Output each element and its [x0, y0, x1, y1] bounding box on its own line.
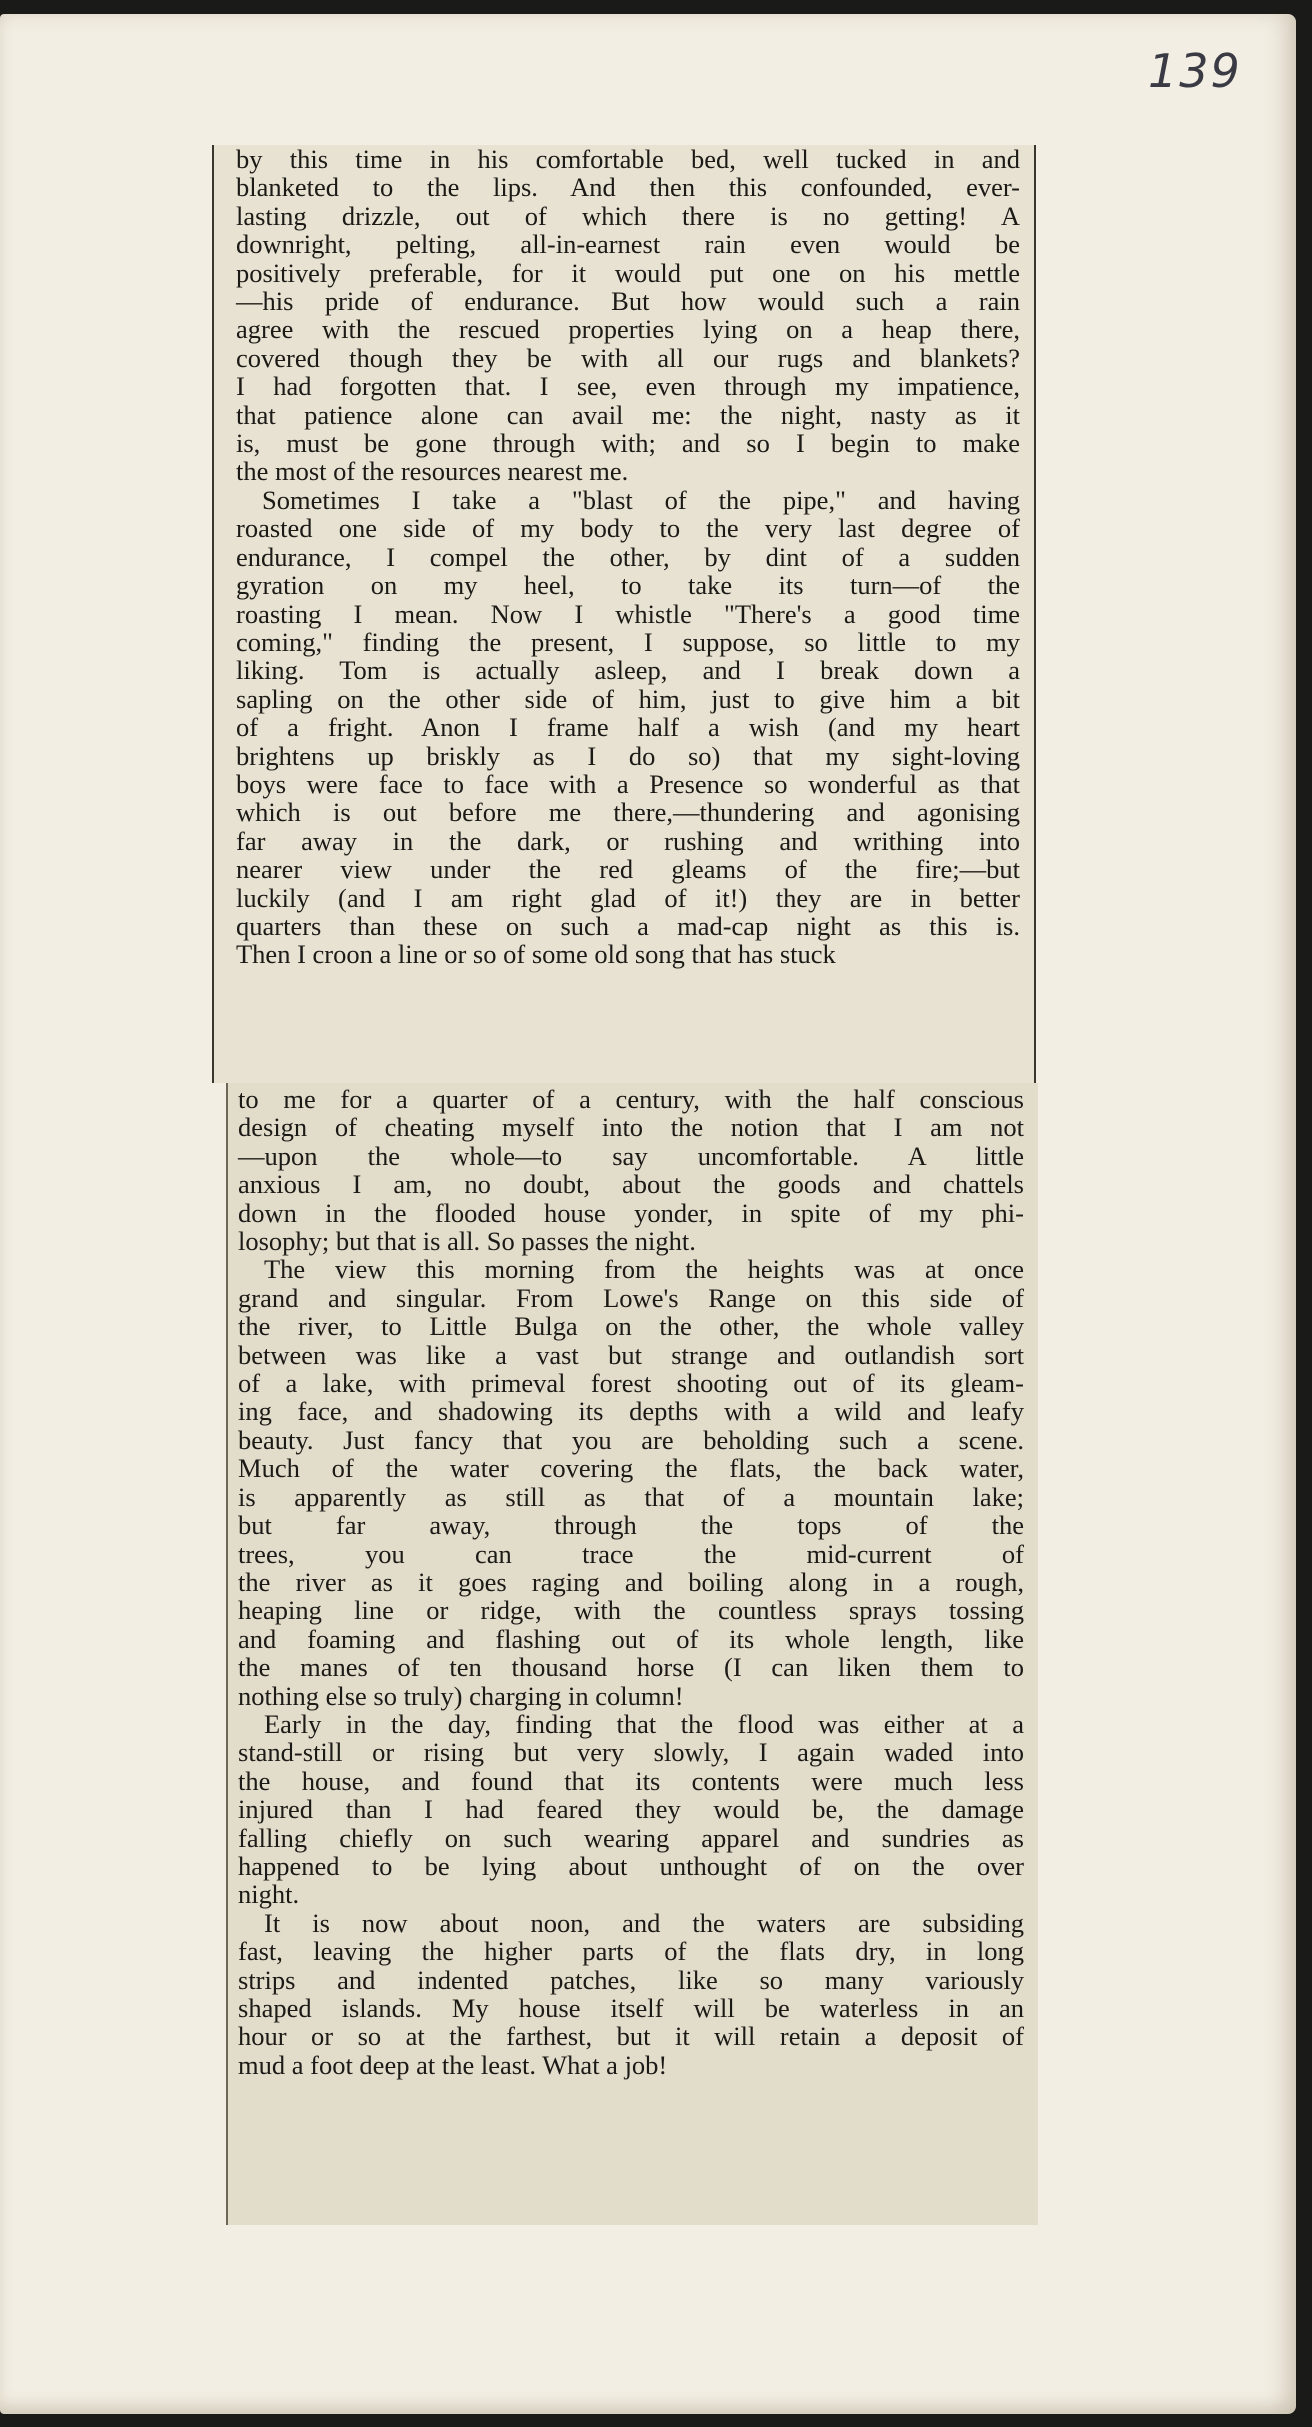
- text-line: injured than I had feared they would be, the damage: [238, 1794, 1024, 1825]
- text-line: gyration on my heel, to take its turn—of the: [236, 570, 1020, 601]
- text-line: —upon the whole—to say uncomfortable. A little: [238, 1140, 1024, 1171]
- text-line: is apparently as still as that of a mountain lake;: [238, 1481, 1024, 1512]
- text-line: happened to be lying about unthought of on the over: [238, 1850, 1024, 1881]
- text-line: lasting drizzle, out of which there is no getting! A: [236, 200, 1020, 231]
- text-line: brightens up briskly as I do so) that my sight-loving: [236, 740, 1020, 771]
- text-line: design of cheating myself into the notion that I am not: [238, 1112, 1024, 1143]
- text-line: stand-still or rising but very slowly, I again waded into: [238, 1737, 1024, 1768]
- text-line: positively preferable, for it would put one on his mettle: [236, 257, 1020, 288]
- paragraph: [238, 1710, 1024, 1909]
- text-line: night.: [238, 1879, 300, 1910]
- text-line: heaping line or ridge, with the countless sprays tossing: [238, 1595, 1024, 1626]
- text-line: covered though they be with all our rugs and blankets?: [236, 342, 1020, 373]
- text-line: boys were face to face with a Presence so wonderful as that: [236, 768, 1020, 799]
- text-line: Early in the day, finding that the flood was either at a: [264, 1708, 1024, 1739]
- text-line: by this time in his comfortable bed, well tucked in and: [236, 144, 1020, 174]
- text-line: but far away, through the tops of the: [238, 1510, 1024, 1541]
- text-line: trees, you can trace the mid-current of: [238, 1538, 1024, 1569]
- text-line: agree with the rescued properties lying on a heap there,: [236, 314, 1020, 345]
- text-line: of a lake, with primeval forest shooting out of its gleam-: [238, 1368, 1024, 1399]
- newspaper-clipping-top: [212, 145, 1036, 1083]
- text-line: and foaming and flashing out of its whole length, like: [238, 1623, 1024, 1654]
- text-line: of a fright. Anon I frame half a wish (and my heart: [236, 712, 1020, 743]
- text-line: downright, pelting, all-in-earnest rain even would be: [236, 229, 1020, 260]
- text-line: anxious I am, no doubt, about the goods and chattels: [238, 1169, 1024, 1200]
- text-line: Much of the water covering the flats, the back water,: [238, 1453, 1024, 1484]
- text-line: roasting I mean. Now I whistle "There's a good time: [236, 598, 1020, 629]
- page-number: 139: [1148, 44, 1242, 98]
- text-line: down in the flooded house yonder, in spite of my phi-: [238, 1197, 1024, 1228]
- text-line: Then I croon a line or so of some old song that has stuck: [236, 939, 836, 970]
- text-line: losophy; but that is all. So passes the night.: [238, 1226, 696, 1257]
- paragraph: [238, 1255, 1024, 1710]
- text-line: hour or so at the farthest, but it will retain a deposit of: [238, 2021, 1024, 2052]
- text-line: The view this morning from the heights was at once: [264, 1254, 1024, 1285]
- text-line: Sometimes I take a "blast of the pipe," and having: [262, 484, 1020, 515]
- paragraph: [236, 145, 1020, 486]
- text-line: I had forgotten that. I see, even through my impatience,: [236, 371, 1020, 402]
- text-line: nearer view under the red gleams of the fire;—but: [236, 854, 1020, 885]
- text-line: which is out before me there,—thundering and agonising: [236, 797, 1020, 828]
- text-line: falling chiefly on such wearing apparel and sundries as: [238, 1822, 1024, 1853]
- newspaper-clipping-bottom: [226, 1083, 1038, 2225]
- text-line: endurance, I compel the other, by dint of a sudden: [236, 541, 1020, 572]
- text-line: the most of the resources nearest me.: [236, 456, 629, 487]
- text-line: quarters than these on such a mad-cap night as this is.: [236, 910, 1020, 941]
- text-line: the house, and found that its contents were much less: [238, 1765, 1024, 1796]
- text-line: nothing else so truly) charging in column!: [238, 1680, 684, 1711]
- paragraph: [236, 486, 1020, 969]
- text-line: beauty. Just fancy that you are beholding such a scene.: [238, 1424, 1024, 1455]
- text-line: the river as it goes raging and boiling along in a rough,: [238, 1566, 1024, 1597]
- text-line: far away in the dark, or rushing and writhing into: [236, 825, 1020, 856]
- text-line: ing face, and shadowing its depths with a wild and leafy: [238, 1396, 1024, 1427]
- text-line: the river, to Little Bulga on the other, the whole valley: [238, 1311, 1024, 1342]
- text-line: that patience alone can avail me: the night, nasty as it: [236, 399, 1020, 430]
- text-line: It is now about noon, and the waters are subsiding: [264, 1907, 1024, 1938]
- text-line: fast, leaving the higher parts of the flats dry, in long: [238, 1936, 1024, 1967]
- text-line: liking. Tom is actually asleep, and I break down a: [236, 655, 1020, 686]
- text-line: grand and singular. From Lowe's Range on this side of: [238, 1282, 1024, 1313]
- paragraph: [238, 1085, 1024, 1255]
- text-line: blanketed to the lips. And then this confounded, ever-: [236, 172, 1020, 203]
- text-line: luckily (and I am right glad of it!) they are in better: [236, 882, 1020, 913]
- text-line: coming," finding the present, I suppose, so little to my: [236, 626, 1020, 657]
- text-line: shaped islands. My house itself will be waterless in an: [238, 1993, 1024, 2023]
- text-line: is, must be gone through with; and so I begin to make: [236, 428, 1020, 459]
- paragraph: [238, 1909, 1024, 2079]
- text-line: to me for a quarter of a century, with the half conscious: [238, 1084, 1024, 1114]
- text-line: —his pride of endurance. But how would such a rain: [236, 286, 1020, 317]
- text-line: roasted one side of my body to the very last degree of: [236, 513, 1020, 544]
- text-line: between was like a vast but strange and outlandish sort: [238, 1339, 1024, 1370]
- text-line: mud a foot deep at the least. What a job!: [238, 2049, 668, 2080]
- text-line: the manes of ten thousand horse (I can liken them to: [238, 1652, 1024, 1683]
- text-line: strips and indented patches, like so many variously: [238, 1964, 1024, 1995]
- text-line: sapling on the other side of him, just to give him a bit: [236, 683, 1020, 714]
